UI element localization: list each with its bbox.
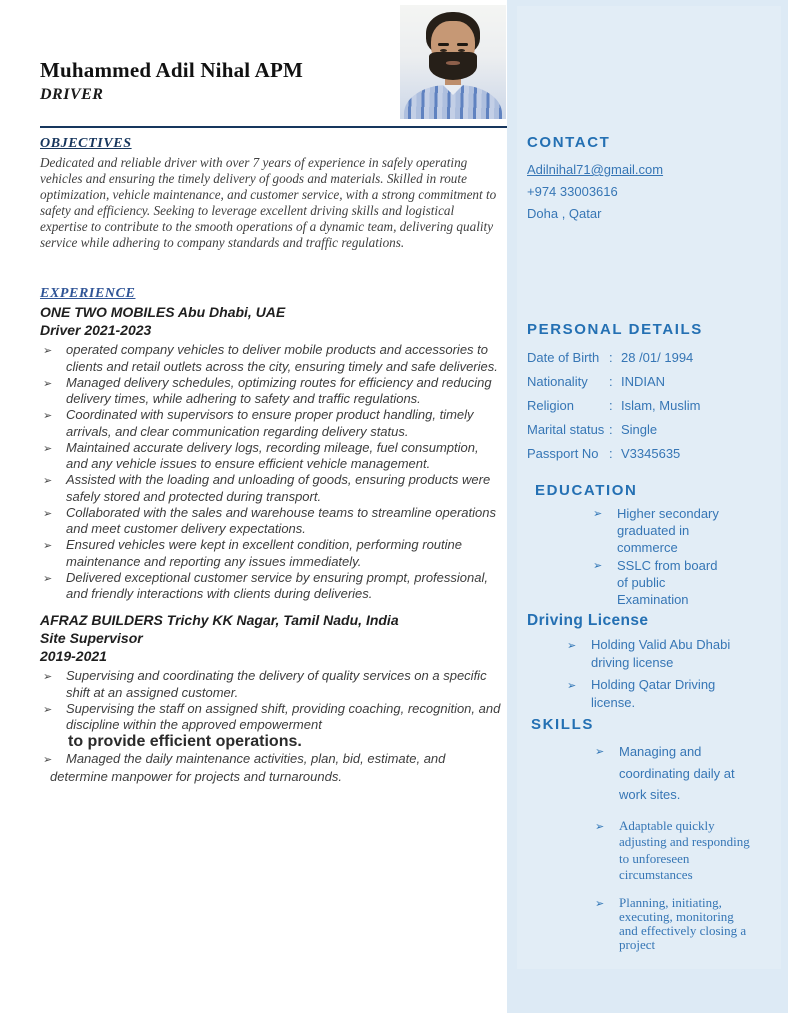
personal-label: Nationality bbox=[527, 374, 588, 389]
bullet-text: Maintained accurate delivery logs, recording mileage, fuel consumption, and any vehicle issues to ensure efficient vehicle management. bbox=[66, 439, 479, 472]
separator: : bbox=[609, 398, 613, 413]
separator: : bbox=[609, 422, 613, 437]
arrow-bullet-icon: ➢ bbox=[43, 507, 53, 520]
bullet-text: Ensured vehicles were kept in excellent condition, performing routine maintenance and reporting any issues immediately. bbox=[66, 537, 462, 569]
company-line: ONE TWO MOBILES Abu Dhabi, UAE bbox=[40, 304, 286, 321]
photo-mouth bbox=[446, 61, 460, 65]
bullet-item bbox=[40, 472, 502, 505]
experience-heading: EXPERIENCE bbox=[40, 286, 136, 302]
education-list bbox=[593, 505, 727, 608]
bullet-text: Coordinated with supervisors to ensure proper product handling, timely arrivals, and clear communication regarding delivery status. bbox=[66, 407, 474, 439]
skill-item: Managing and coordinating daily at work sites. bbox=[619, 744, 735, 802]
bullet-item bbox=[40, 505, 502, 538]
profile-photo bbox=[400, 5, 506, 119]
arrow-bullet-icon: ➢ bbox=[43, 754, 53, 767]
contact-heading: CONTACT bbox=[527, 134, 611, 151]
driving-license-heading: Driving License bbox=[527, 612, 649, 629]
role-line: Driver 2021-2023 bbox=[40, 322, 152, 339]
period-line: 2019-2021 bbox=[40, 648, 107, 665]
personal-row bbox=[527, 370, 774, 394]
arrow-bullet-icon: ➢ bbox=[43, 572, 53, 585]
personal-label: Marital status bbox=[527, 422, 605, 437]
header-divider bbox=[40, 126, 508, 128]
bullet-item bbox=[40, 668, 502, 701]
personal-row bbox=[527, 346, 774, 370]
list-item bbox=[595, 818, 755, 884]
list-item bbox=[567, 636, 747, 672]
main-column bbox=[40, 136, 502, 785]
skills-heading: SKILLS bbox=[531, 716, 594, 733]
header-block bbox=[40, 58, 303, 104]
bullet-text: Supervising the staff on assigned shift, providing coaching, recognition, and discipline within the approved empowerment bbox=[66, 700, 501, 733]
bullet-bold-continuation: to provide efficient operations. bbox=[68, 733, 302, 751]
arrow-bullet-icon: ➢ bbox=[593, 508, 603, 520]
personal-value: 28 /01/ 1994 bbox=[621, 350, 694, 365]
bullet-text: Managed the daily maintenance activities, plan, bid, estimate, and bbox=[66, 751, 446, 767]
skills-section bbox=[527, 716, 774, 952]
personal-label: Religion bbox=[527, 398, 574, 413]
education-heading: EDUCATION bbox=[535, 482, 638, 499]
arrow-bullet-icon: ➢ bbox=[43, 475, 53, 488]
arrow-bullet-icon: ➢ bbox=[593, 560, 603, 572]
personal-details-heading: PERSONAL DETAILS bbox=[527, 321, 703, 338]
arrow-bullet-icon: ➢ bbox=[595, 897, 605, 910]
job-bullets bbox=[40, 668, 502, 785]
bullet-item bbox=[40, 751, 502, 768]
job-title: DRIVER bbox=[40, 86, 104, 103]
driving-license-list bbox=[567, 636, 747, 712]
personal-row bbox=[527, 394, 774, 418]
personal-label: Passport No bbox=[527, 446, 599, 461]
skills-list bbox=[595, 741, 755, 952]
contact-email-row bbox=[527, 159, 774, 181]
objectives-heading: OBJECTIVES bbox=[40, 136, 132, 151]
skill-item: Planning, initiating, executing, monitoring and effectively closing a project bbox=[619, 894, 747, 952]
bullet-item bbox=[40, 342, 502, 375]
separator: : bbox=[609, 350, 613, 365]
personal-label: Date of Birth bbox=[527, 350, 600, 365]
arrow-bullet-icon: ➢ bbox=[567, 640, 577, 652]
arrow-bullet-icon: ➢ bbox=[567, 680, 577, 692]
driving-license-section bbox=[527, 612, 774, 712]
bullet-item bbox=[40, 570, 502, 603]
contact-location: Doha , Qatar bbox=[527, 206, 602, 221]
separator: : bbox=[609, 446, 613, 461]
personal-row bbox=[527, 418, 774, 442]
personal-value: Islam, Muslim bbox=[621, 398, 701, 413]
personal-row bbox=[527, 442, 774, 466]
bullet-hanging-line: determine manpower for projects and turnarounds. bbox=[50, 768, 342, 784]
bullet-text: Collaborated with the sales and warehouse teams to streamline operations and meet customer delivery expectations. bbox=[66, 504, 496, 537]
experience-section bbox=[40, 286, 502, 785]
bullet-text: Supervising and coordinating the delivery of quality services on a specific shift at an assigned customer. bbox=[66, 668, 487, 700]
arrow-bullet-icon: ➢ bbox=[595, 746, 605, 758]
photo-eyebrow bbox=[457, 43, 468, 46]
role-line: Site Supervisor bbox=[40, 630, 143, 647]
photo-eyebrow bbox=[438, 43, 449, 46]
personal-value: V3345635 bbox=[621, 446, 681, 461]
email-link[interactable]: Adilnihal71@gmail.com bbox=[527, 162, 664, 177]
list-item bbox=[593, 557, 727, 608]
company-line: AFRAZ BUILDERS Trichy KK Nagar, Tamil Nadu, India bbox=[40, 612, 399, 629]
bullet-item bbox=[40, 537, 502, 570]
bullet-text: Delivered exceptional customer service by ensuring prompt, professional, and friendly interactions with clients during deliveries. bbox=[66, 569, 488, 602]
photo-beard bbox=[429, 52, 477, 80]
bullet-item bbox=[40, 375, 502, 408]
personal-value: Single bbox=[621, 422, 658, 437]
education-item: SSLC from board of public Examination bbox=[617, 558, 718, 607]
contact-section bbox=[527, 134, 774, 225]
arrow-bullet-icon: ➢ bbox=[43, 540, 53, 553]
contact-phone: +974 33003616 bbox=[527, 184, 618, 199]
list-item bbox=[593, 505, 727, 556]
sidebar bbox=[507, 0, 788, 1013]
arrow-bullet-icon: ➢ bbox=[43, 410, 53, 423]
arrow-bullet-icon: ➢ bbox=[43, 345, 53, 358]
personal-details-section bbox=[527, 321, 774, 466]
separator: : bbox=[609, 374, 613, 389]
arrow-bullet-icon: ➢ bbox=[43, 703, 53, 716]
page-title: Muhammed Adil Nihal APM bbox=[40, 58, 304, 82]
job-bullets bbox=[40, 342, 502, 602]
personal-value: INDIAN bbox=[621, 374, 666, 389]
experience-job bbox=[40, 304, 502, 602]
arrow-bullet-icon: ➢ bbox=[43, 377, 53, 390]
bullet-text: Managed delivery schedules, optimizing routes for efficiency and reducing delivery times, while adhering to safety and traffic regulations. bbox=[66, 374, 492, 407]
bullet-item bbox=[40, 701, 502, 734]
arrow-bullet-icon: ➢ bbox=[595, 820, 605, 833]
arrow-bullet-icon: ➢ bbox=[43, 442, 53, 455]
bullet-text: operated company vehicles to deliver mobile products and accessories to clients and retail outlets across the city, ensuring timely and safe deliveries. bbox=[66, 342, 498, 374]
experience-job bbox=[40, 612, 502, 785]
driving-item: Holding Valid Abu Dhabi driving license bbox=[591, 637, 731, 670]
bullet-item bbox=[40, 407, 502, 440]
list-item bbox=[595, 896, 755, 952]
education-item: Higher secondary graduated in commerce bbox=[617, 506, 719, 555]
skill-item: Adaptable quickly adjusting and responding to unforeseen circumstances bbox=[619, 817, 750, 882]
personal-rows bbox=[527, 346, 774, 466]
list-item bbox=[567, 676, 747, 712]
objectives-section bbox=[40, 136, 502, 250]
education-section bbox=[527, 482, 774, 608]
arrow-bullet-icon: ➢ bbox=[43, 671, 53, 684]
driving-item: Holding Qatar Driving license. bbox=[591, 677, 716, 710]
objectives-text: Dedicated and reliable driver with over 7 years of experience in safely operating vehicles and ensuring the timely delivery of goods and materials. Skilled in route optimization, vehicle maintenance, and customer service, with a strong commitment to safety and efficiency. Seeking to leverage excellent driving skills and logistical expertise to contribute to the smooth operations of a dynamic team, delivering quality service while adhering to company standards and traffic regulations. bbox=[40, 155, 497, 250]
list-item bbox=[595, 741, 755, 806]
bullet-item bbox=[40, 440, 502, 473]
bullet-text: Assisted with the loading and unloading of goods, ensuring products were safely stored and protected during transport. bbox=[66, 472, 491, 504]
